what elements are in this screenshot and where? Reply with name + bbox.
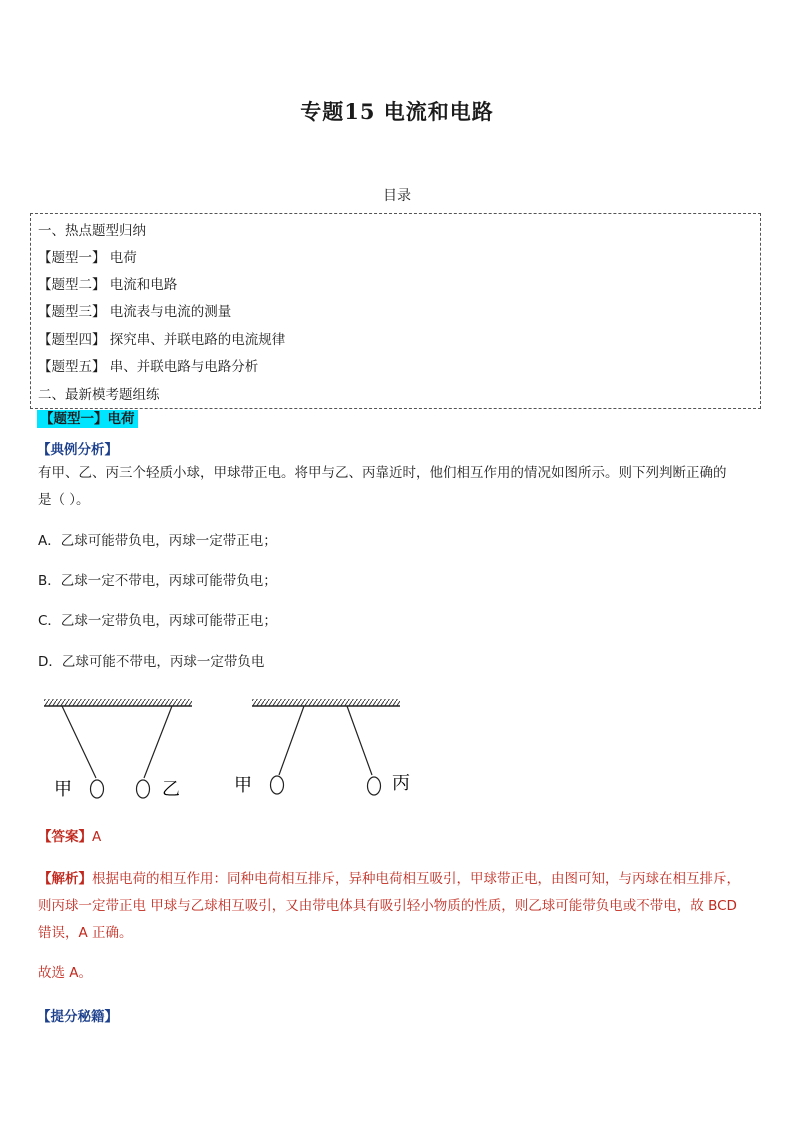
answer <box>38 824 101 851</box>
answer-value: A <box>92 829 102 845</box>
option-b: B．乙球一定不带电，丙球可能带负电； <box>38 573 277 589</box>
ball-jia-left <box>91 780 104 798</box>
question-text-line1: 有甲、乙、丙三个轻质小球，甲球带正电。将甲与乙、丙靠近时，他们相互作用的情况如图所示。则下列判断正确的 <box>38 465 727 481</box>
section-tag: 【题型一】电荷 <box>37 410 138 428</box>
ball-yi <box>137 780 150 798</box>
ceiling-left <box>44 699 192 706</box>
toc-item[interactable]: 【题型四】 探究串、并联电路的电流规律 <box>38 332 286 348</box>
toc-item[interactable]: 【题型三】 电流表与电流的测量 <box>38 304 232 320</box>
toc-item[interactable]: 【题型二】 电流和电路 <box>38 277 178 293</box>
toc-item[interactable]: 一、热点题型归纳 <box>38 223 146 239</box>
charge-interaction-figure <box>36 695 416 810</box>
option-c: C．乙球一定带负电，丙球可能带正电； <box>38 613 277 629</box>
analysis-line2: 则丙球一定带正电 甲球与乙球相互吸引，又由带电体具有吸引轻小物质的性质，则乙球可能带负电或不带电，故 BCD <box>38 898 737 914</box>
toc-item[interactable]: 【题型五】 串、并联电路与电路分析 <box>38 359 259 375</box>
analysis-line3: 错误，A 正确。 <box>38 925 133 941</box>
page-title: 专题15 电流和电路 <box>300 99 494 124</box>
option-d: D．乙球可能不带电，丙球一定带负电 <box>38 654 265 670</box>
answer-label: 【答案】 <box>38 829 92 845</box>
analysis-line1 <box>38 866 768 893</box>
string-bing <box>347 706 372 775</box>
ceiling-right <box>252 699 400 706</box>
string-jia-left <box>62 706 96 778</box>
ball-bing <box>368 777 381 795</box>
analysis-label: 【解析】 <box>38 871 92 887</box>
string-yi <box>144 706 172 778</box>
option-a: A．乙球可能带负电，丙球一定带正电； <box>38 533 277 549</box>
analysis-text-1: 根据电荷的相互作用：同种电荷相互排斥，异种电荷相互吸引，甲球带正电，由图可知，与丙球在相互排斥， <box>92 871 740 887</box>
tips-heading: 【提分秘籍】 <box>37 1009 118 1025</box>
label-yi: 乙 <box>162 779 180 800</box>
example-heading: 【典例分析】 <box>37 442 118 458</box>
label-jia-right: 甲 <box>234 775 252 796</box>
label-jia-left: 甲 <box>54 779 72 800</box>
string-jia-right <box>279 706 304 775</box>
toc-item[interactable]: 二、最新模考题组练 <box>38 387 160 403</box>
ball-jia-right <box>271 776 284 794</box>
toc-heading: 目录 <box>383 188 411 204</box>
question-text-line2: 是（ ）。 <box>38 492 90 508</box>
toc-item[interactable]: 【题型一】 电荷 <box>38 250 137 266</box>
conclusion: 故选 A。 <box>38 965 93 981</box>
label-bing: 丙 <box>392 773 410 794</box>
